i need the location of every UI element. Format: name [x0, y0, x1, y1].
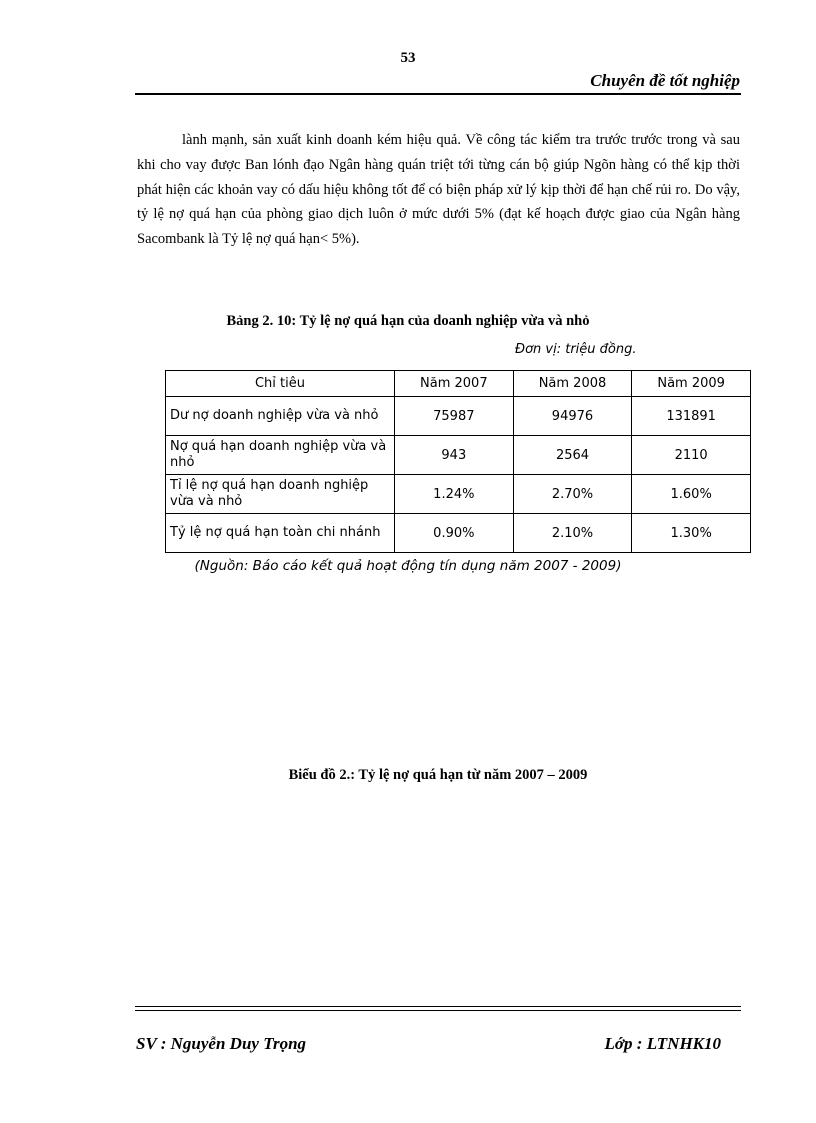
table-cell: 2564 — [513, 436, 632, 475]
header-title: Chuyên đề tốt nghiệp — [590, 71, 740, 90]
data-table — [165, 370, 751, 553]
table-cell: 1.30% — [632, 514, 751, 553]
source-note: (Nguồn: Báo cáo kết quả hoạt động tín dụng năm 2007 - 2009) — [194, 558, 622, 574]
footer-rule — [135, 1006, 741, 1007]
table-cell: 75987 — [395, 397, 514, 436]
table-row — [166, 475, 751, 514]
header-rule — [135, 93, 741, 95]
body-text — [137, 128, 740, 252]
table-row — [166, 436, 751, 475]
unit-note: Đơn vị: triệu đồng. — [515, 342, 637, 357]
table-cell: 0.90% — [395, 514, 514, 553]
table-cell: 2.10% — [513, 514, 632, 553]
chart-caption: Biểu đồ 2.: Tỷ lệ nợ quá hạn từ năm 2007 – 2009 — [288, 767, 588, 783]
footer-rule — [135, 1010, 741, 1011]
table-cell: 2110 — [632, 436, 751, 475]
table-row — [166, 514, 751, 553]
table-cell: 2.70% — [513, 475, 632, 514]
footer-class: Lớp : LTNHK10 — [604, 1034, 721, 1053]
table-cell: 943 — [395, 436, 514, 475]
column-header: Năm 2007 — [395, 371, 514, 397]
footer-student: SV : Nguyễn Duy Trọng — [136, 1034, 307, 1053]
row-label: Nợ quá hạn doanh nghiệp vừa và nhỏ — [166, 436, 395, 475]
table-cell: 1.60% — [632, 475, 751, 514]
column-header: Năm 2009 — [632, 371, 751, 397]
table-header-row — [166, 371, 751, 397]
table-cell: 131891 — [632, 397, 751, 436]
table-cell: 94976 — [513, 397, 632, 436]
paragraph: lành mạnh, sản xuất kinh doanh kém hiệu quả. Về công tác kiểm tra trước trước trong và sau khi cho vay được Ban lónh đạo Ngân hàng quán triệt tới từng cán bộ giúp Ngõn hàng có thể kịp thời phát hiện các khoản vay có dấu hiệu không tốt để có biện pháp xử lý kịp thời để hạn chế rủi ro. Do vậy, tỷ lệ nợ quá hạn của phòng giao dịch luôn ở mức dưới 5% (đạt kế hoạch được giao của Ngân hàng Sacombank là Tỷ lệ nợ quá hạn< 5%). — [137, 132, 740, 248]
row-label: Tỷ lệ nợ quá hạn toàn chi nhánh — [166, 514, 395, 553]
table-row — [166, 397, 751, 436]
table-cell: 1.24% — [395, 475, 514, 514]
row-label: Dư nợ doanh nghiệp vừa và nhỏ — [166, 397, 395, 436]
page-number: 53 — [400, 50, 416, 66]
column-header: Chỉ tiêu — [166, 371, 395, 397]
column-header: Năm 2008 — [513, 371, 632, 397]
table-caption: Bảng 2. 10: Tỷ lệ nợ quá hạn của doanh nghiệp vừa và nhỏ — [226, 313, 590, 329]
row-label: Tỉ lệ nợ quá hạn doanh nghiệp vừa và nhỏ — [166, 475, 395, 514]
